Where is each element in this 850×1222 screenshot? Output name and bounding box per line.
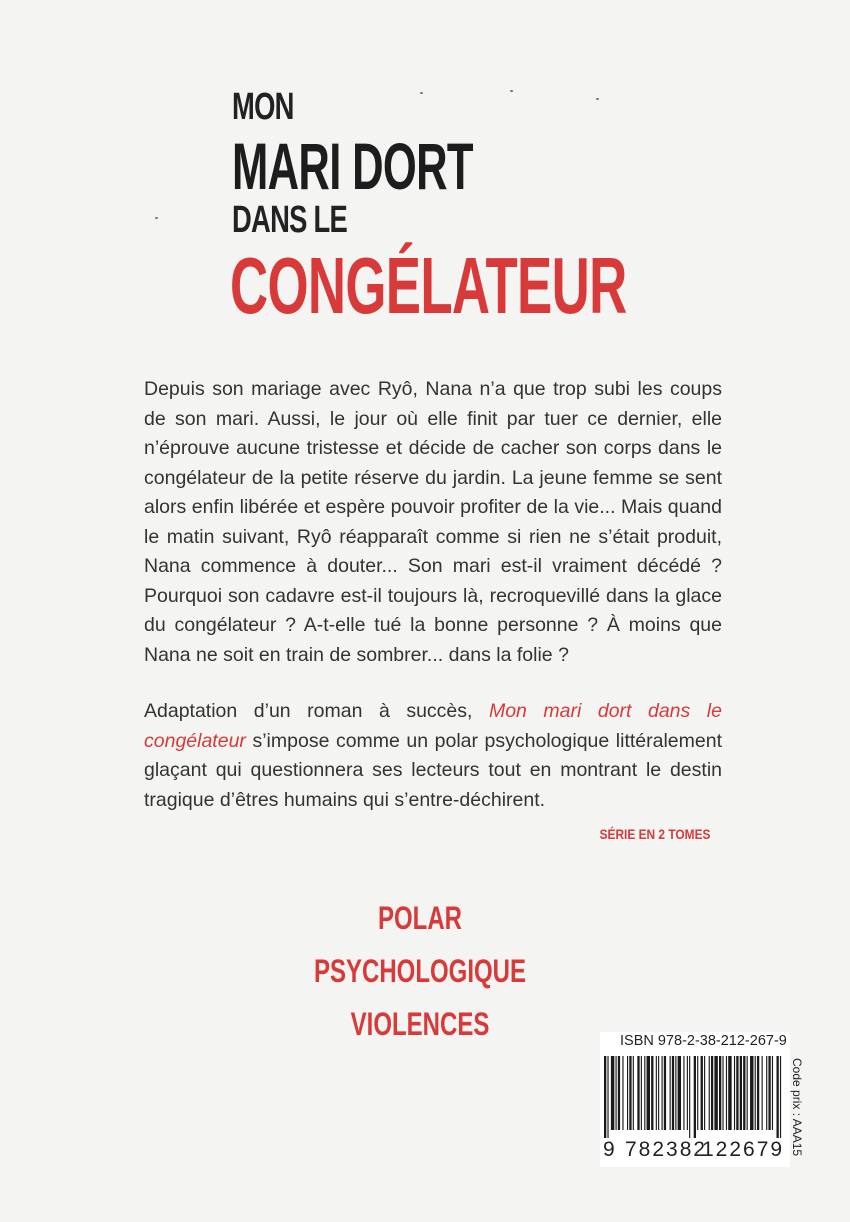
barcode-bar [616, 1056, 617, 1130]
barcode-bar [633, 1056, 634, 1130]
barcode-bar [755, 1056, 756, 1130]
barcode-bar [678, 1056, 681, 1130]
barcode-bar [683, 1056, 684, 1130]
synopsis [144, 375, 722, 842]
synopsis-paragraph-1: Depuis son mariage avec Ryô, Nana n’a que trop subi les coups de son mari. Aussi, le jour où elle finit par tuer ce dernier, elle n’éprouve aucune tristesse et décide de cacher son corps dans le congélateur de la petite réserve du jardin. La jeune femme se sent alors enfin libérée et espère pouvoir profiter de la vie... Mais quand le matin suivant, Ryô réapparaît comme si rien ne s’était produit, Nana commence à douter... Son mari est-il vraiment décédé ? Pourquoi son cadavre est-il toujours là, recroquevillé dans la glace du congélateur ? A-t-elle tué la bonne personne ? À moins que Nana ne soit en train de sombrer... dans la folie ? [144, 378, 722, 666]
isbn-label: ISBN 978-2-38-212-267-9 [620, 1033, 787, 1049]
genre-violences: VIOLENCES [350, 1006, 490, 1042]
paper-speck [155, 217, 158, 219]
barcode-bar [711, 1056, 713, 1130]
barcode-bar [670, 1056, 671, 1130]
barcode-bar [734, 1056, 735, 1130]
barcode-bar [750, 1056, 753, 1130]
barcode-bar [664, 1056, 666, 1130]
barcode-bar [622, 1056, 623, 1130]
barcode-bar [736, 1056, 738, 1130]
barcode-bar [701, 1056, 703, 1130]
barcode-bar [772, 1056, 773, 1130]
barcode-bar [766, 1056, 767, 1130]
barcode-bar [658, 1056, 659, 1130]
barcode-bar [697, 1056, 698, 1130]
synopsis-paragraph-2-start: Adaptation d’un roman à succès, [144, 700, 489, 722]
barcode-bar [722, 1056, 723, 1130]
barcode-bar [747, 1056, 748, 1130]
barcode-bar [768, 1056, 770, 1130]
barcode-digit-first: 9 [603, 1138, 615, 1161]
barcode-bar [762, 1056, 763, 1130]
barcode-bar [644, 1056, 645, 1130]
barcode-bar [704, 1056, 705, 1130]
synopsis-paragraph-2 [144, 697, 722, 815]
barcode-bar [607, 1056, 608, 1138]
barcode-bar [656, 1056, 657, 1130]
barcode-bar [728, 1056, 731, 1130]
barcode-bar [757, 1056, 759, 1130]
barcode-bar [780, 1056, 781, 1138]
synopsis-paragraph-2-end: s’impose comme un polar psychologique littéralement glaçant qui questionnera ses lecteurs tout en montrant le destin tragique d’êtres humains qui s’entre-déchirent. [144, 729, 722, 811]
price-code: Code prix : AAA15 [790, 1058, 804, 1157]
barcode-bar [662, 1056, 663, 1130]
barcode-bar [651, 1056, 653, 1130]
barcode-bar [694, 1056, 696, 1138]
barcode-bar [637, 1056, 639, 1130]
barcode-bar [740, 1056, 742, 1130]
barcode-bar [743, 1056, 745, 1130]
barcode-bar [647, 1056, 650, 1130]
barcode-bar [618, 1056, 620, 1130]
barcode-bar [641, 1056, 642, 1130]
title-line-4: CONGÉLATEUR [230, 241, 627, 330]
barcode-bar [719, 1056, 721, 1130]
series-note: SÉRIE EN 2 TOMES [599, 826, 710, 842]
barcode-bars [600, 1056, 785, 1138]
book-title-reference: Mon mari dort dans le congélateur [144, 700, 722, 752]
barcode-digits-right: 122679 [702, 1138, 785, 1161]
genre-psychologique: PSYCHOLOGIQUE [313, 953, 527, 989]
barcode-bar [611, 1056, 614, 1130]
barcode-bar [629, 1056, 631, 1130]
barcode-bar [627, 1056, 628, 1130]
paper-speck [510, 90, 513, 92]
barcode-bar [709, 1056, 710, 1130]
barcode-bar [672, 1056, 674, 1130]
barcode-bar [777, 1056, 779, 1138]
barcode-bar [687, 1056, 688, 1130]
barcode-bar [604, 1056, 606, 1138]
barcode-bar [675, 1056, 676, 1130]
barcode-bar [689, 1056, 690, 1138]
title-line-3: DANS LE [232, 199, 348, 241]
paper-speck [596, 98, 599, 100]
genre-polar: POLAR [378, 900, 462, 936]
title-line-1: MON [232, 86, 294, 128]
paper-speck [420, 92, 423, 94]
barcode-bar [726, 1056, 727, 1130]
barcode-digits-left: 782382 [625, 1138, 708, 1161]
barcode-bar [714, 1056, 717, 1130]
title-line-2: MARI DORT [232, 129, 473, 203]
